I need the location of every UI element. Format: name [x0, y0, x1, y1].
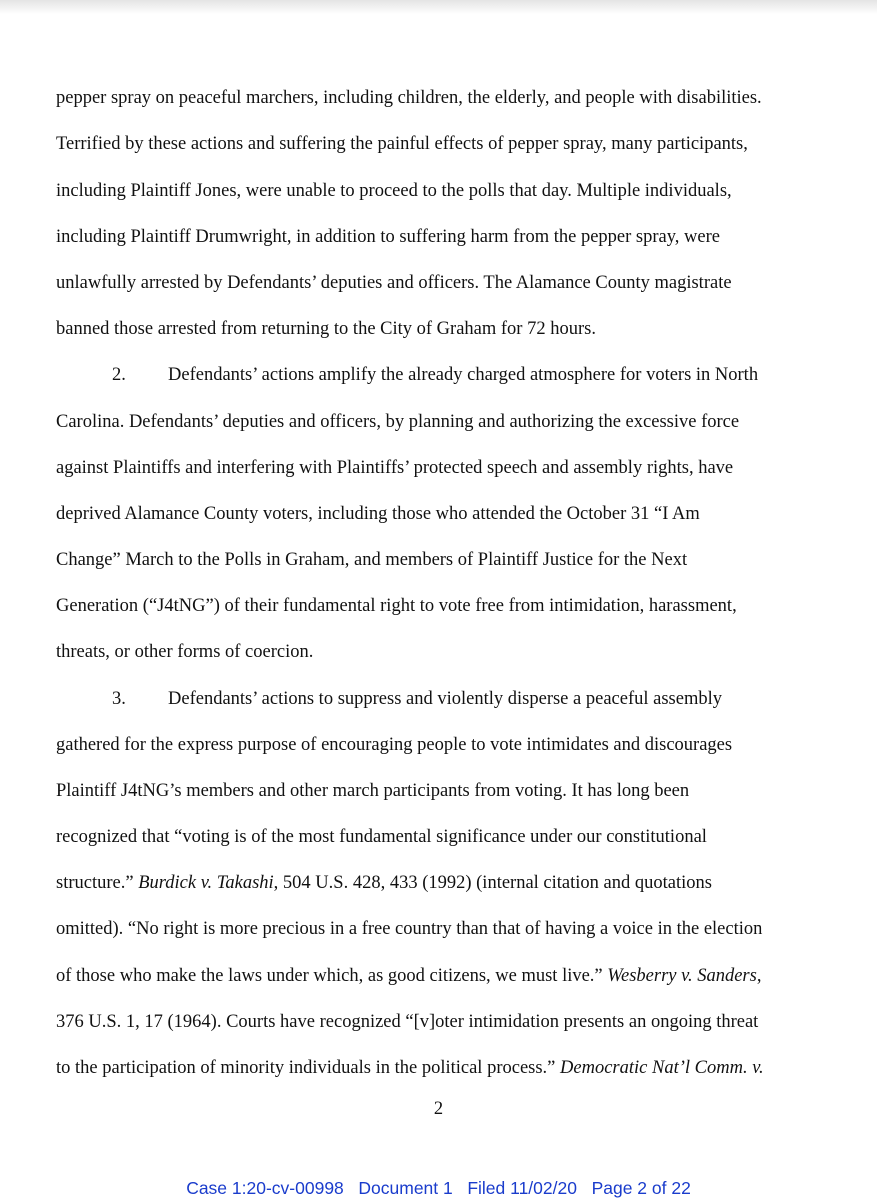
text-line: banned those arrested from returning to the City of Graham for 72 hours.	[56, 319, 596, 339]
text-fragment: to the participation of minority individuals in the political process.”	[56, 1058, 561, 1078]
footer-case-number: Case 1:20-cv-00998	[186, 1178, 344, 1198]
text-line: Defendants’ actions to suppress and violently disperse a peaceful assembly	[168, 689, 722, 709]
citation-line	[56, 965, 761, 987]
paragraph-3-first-line	[56, 688, 722, 710]
text-line: including Plaintiff Jones, were unable to proceed to the polls that day. Multiple individuals,	[56, 181, 732, 201]
text-fragment: structure.”	[56, 873, 139, 893]
text-line: Terrified by these actions and suffering the painful effects of pepper spray, many participants,	[56, 134, 748, 154]
text-line: omitted). “No right is more precious in a free country than that of having a voice in the election	[56, 919, 763, 939]
case-name: Wesberry v. Sanders	[607, 966, 757, 986]
case-name: Democratic Nat’l Comm. v.	[560, 1058, 764, 1078]
case-footer	[0, 1177, 877, 1199]
text-fragment: of those who make the laws under which, as good citizens, we must live.”	[56, 966, 608, 986]
text-line: threats, or other forms of coercion.	[56, 642, 314, 662]
footer-page: Page 2 of 22	[591, 1178, 691, 1198]
text-line: Generation (“J4tNG”) of their fundamental right to vote free from intimidation, harassment,	[56, 596, 737, 616]
citation-line	[56, 872, 712, 894]
text-line: Carolina. Defendants’ deputies and officers, by planning and authorizing the excessive force	[56, 412, 740, 432]
text-line: 376 U.S. 1, 17 (1964). Courts have recognized “[v]oter intimidation presents an ongoing threat	[56, 1012, 759, 1032]
paragraph-number: 2.	[112, 365, 126, 385]
page-number: 2	[433, 1099, 444, 1119]
citation-line	[56, 1057, 764, 1079]
text-line: against Plaintiffs and interfering with Plaintiffs’ protected speech and assembly rights, have	[56, 458, 734, 478]
text-line: Change” March to the Polls in Graham, and members of Plaintiff Justice for the Next	[56, 550, 688, 570]
text-line: unlawfully arrested by Defendants’ deputies and officers. The Alamance County magistrate	[56, 273, 732, 293]
text-line: recognized that “voting is of the most fundamental significance under our constitutional	[56, 827, 707, 847]
text-fragment: ,	[756, 966, 762, 986]
text-line: pepper spray on peaceful marchers, including children, the elderly, and people with disabilities.	[56, 88, 762, 108]
text-line: Defendants’ actions amplify the already charged atmosphere for voters in North	[168, 365, 759, 385]
paragraph-2-first-line	[56, 364, 758, 386]
page-top-shadow	[0, 0, 877, 14]
text-line: Plaintiff J4tNG’s members and other march participants from voting. It has long been	[56, 781, 690, 801]
paragraph-number: 3.	[112, 689, 126, 709]
text-line: including Plaintiff Drumwright, in addition to suffering harm from the pepper spray, were	[56, 227, 720, 247]
footer-filed-date: Filed 11/02/20	[467, 1178, 577, 1198]
text-line: gathered for the express purpose of encouraging people to vote intimidates and discourages	[56, 735, 733, 755]
case-name: Burdick v. Takashi	[138, 873, 274, 893]
footer-document: Document 1	[358, 1178, 453, 1198]
text-fragment: , 504 U.S. 428, 433 (1992) (internal citation and quotations	[273, 873, 712, 893]
text-line: deprived Alamance County voters, including those who attended the October 31 “I Am	[56, 504, 700, 524]
